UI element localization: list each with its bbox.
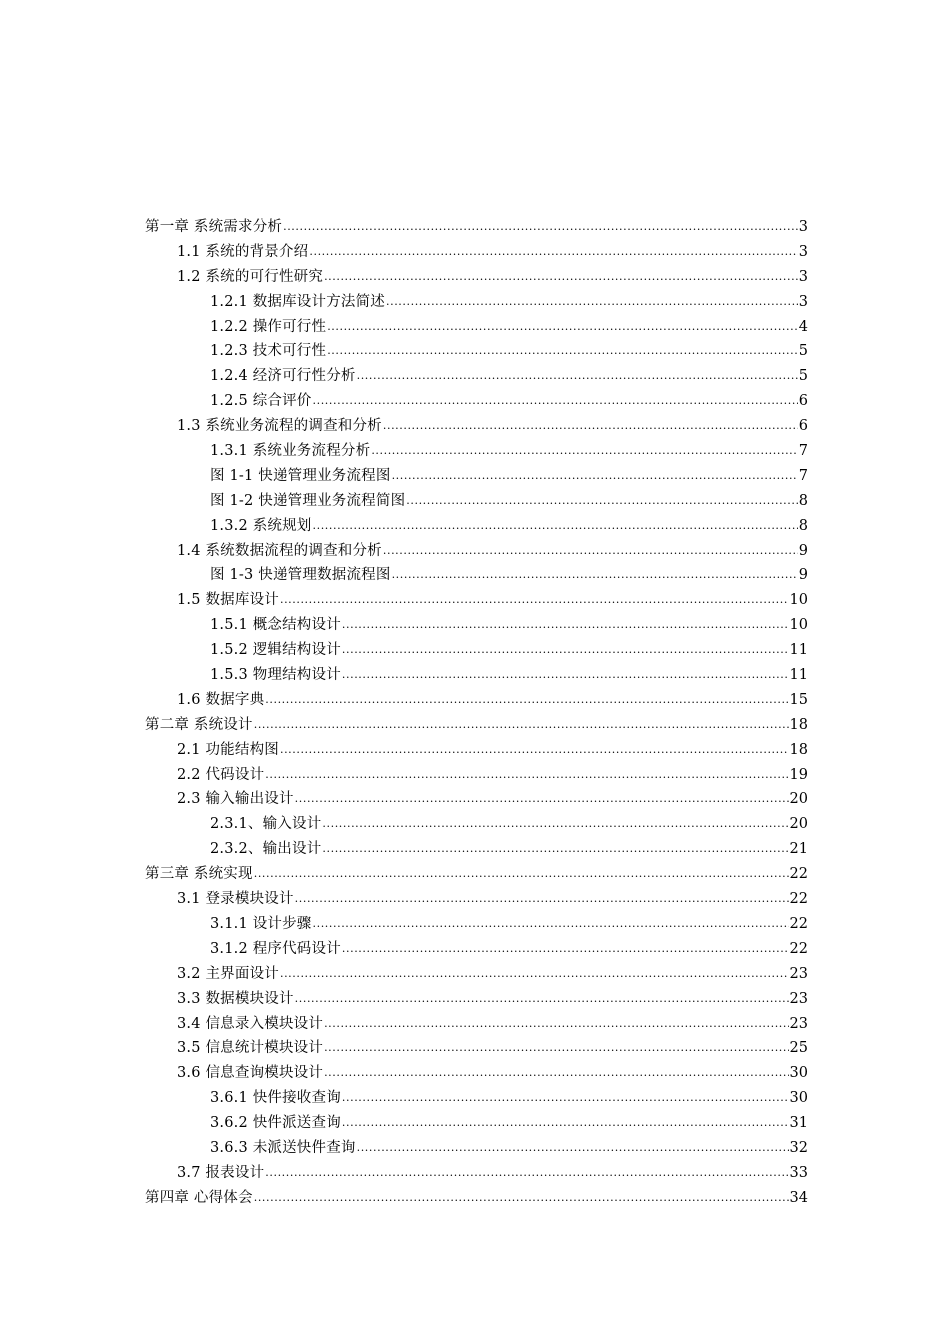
toc-entry[interactable]: [145, 439, 808, 464]
toc-entry-title: 3.1.2 程序代码设计: [210, 940, 341, 957]
toc-page-number: 10: [789, 617, 808, 634]
toc-entry[interactable]: [145, 638, 808, 663]
toc-entry-title: 3.6.2 快件派送查询: [210, 1115, 341, 1132]
toc-entry[interactable]: [145, 514, 808, 539]
toc-page-number: 6: [798, 418, 808, 435]
toc-dot-leader: [313, 912, 789, 937]
toc-entry-title: 2.2 代码设计: [177, 766, 265, 783]
toc-page-number: 10: [789, 592, 808, 609]
toc-dot-leader: [313, 514, 798, 539]
toc-entry-title: 1.6 数据字典: [177, 691, 265, 708]
toc-dot-leader: [309, 240, 797, 265]
toc-page-number: 8: [798, 492, 808, 509]
toc-entry-title: 1.2 系统的可行性研究: [177, 268, 324, 285]
toc-entry-title: 3.1.1 设计步骤: [210, 915, 312, 932]
toc-page-number: 22: [789, 940, 808, 957]
toc-entry[interactable]: [145, 489, 808, 514]
toc-entry-title: 第一章 系统需求分析: [145, 219, 283, 235]
toc-dot-leader: [406, 489, 797, 514]
table-of-contents: [145, 215, 808, 1211]
toc-entry[interactable]: [145, 1186, 808, 1211]
toc-entry-title: 1.3 系统业务流程的调查和分析: [177, 418, 382, 435]
toc-entry[interactable]: [145, 1061, 808, 1086]
toc-page-number: 18: [789, 741, 808, 758]
toc-entry-title: 2.3.2、输出设计: [210, 841, 322, 858]
toc-dot-leader: [265, 688, 788, 713]
toc-page-number: 3: [798, 219, 808, 235]
toc-dot-leader: [327, 339, 798, 364]
toc-dot-leader: [283, 215, 798, 240]
toc-page-number: 30: [789, 1090, 808, 1107]
toc-entry-title: 1.2.2 操作可行性: [210, 318, 327, 335]
toc-page-number: 20: [789, 816, 808, 833]
toc-entry[interactable]: [145, 663, 808, 688]
toc-page-number: 34: [789, 1189, 808, 1206]
toc-entry[interactable]: [145, 1161, 808, 1186]
toc-entry-title: 3.7 报表设计: [177, 1164, 265, 1181]
toc-page-number: 11: [789, 667, 808, 684]
toc-entry[interactable]: [145, 1086, 808, 1111]
toc-page-number: 22: [789, 915, 808, 932]
toc-dot-leader: [254, 1186, 789, 1211]
toc-dot-leader: [295, 787, 789, 812]
toc-entry[interactable]: [145, 713, 808, 738]
toc-entry[interactable]: [145, 389, 808, 414]
toc-entry[interactable]: [145, 414, 808, 439]
toc-dot-leader: [383, 414, 798, 439]
toc-entry[interactable]: [145, 812, 808, 837]
toc-page-number: 5: [798, 343, 808, 360]
toc-dot-leader: [357, 364, 798, 389]
toc-entry[interactable]: [145, 613, 808, 638]
toc-entry-title: 3.5 信息统计模块设计: [177, 1040, 324, 1057]
toc-dot-leader: [342, 1086, 789, 1111]
toc-dot-leader: [383, 539, 798, 564]
toc-page-number: 11: [789, 642, 808, 659]
toc-entry-title: 3.2 主界面设计: [177, 965, 279, 982]
toc-entry-title: 1.3.2 系统规划: [210, 517, 312, 534]
toc-page-number: 20: [789, 791, 808, 808]
toc-dot-leader: [342, 937, 789, 962]
toc-page-number: 21: [789, 841, 808, 858]
toc-entry[interactable]: [145, 464, 808, 489]
toc-entry-title: 1.5.3 物理结构设计: [210, 667, 341, 684]
toc-page-number: 23: [789, 965, 808, 982]
toc-page-number: 15: [789, 691, 808, 708]
toc-dot-leader: [322, 837, 788, 862]
toc-entry-title: 3.1 登录模块设计: [177, 891, 294, 908]
toc-dot-leader: [342, 663, 789, 688]
toc-entry[interactable]: [145, 962, 808, 987]
toc-page-number: 3: [798, 268, 808, 285]
toc-entry[interactable]: [145, 364, 808, 389]
toc-entry[interactable]: [145, 588, 808, 613]
toc-entry-title: 图 1-2 快递管理业务流程简图: [210, 492, 406, 509]
toc-page-number: 22: [789, 866, 808, 883]
toc-entry[interactable]: [145, 787, 808, 812]
toc-dot-leader: [265, 1161, 788, 1186]
toc-entry-title: 第三章 系统实现: [145, 866, 253, 883]
toc-dot-leader: [295, 987, 789, 1012]
toc-entry[interactable]: [145, 763, 808, 788]
toc-entry[interactable]: [145, 837, 808, 862]
toc-entry-title: 1.4 系统数据流程的调查和分析: [177, 542, 382, 559]
toc-entry-title: 3.6 信息查询模块设计: [177, 1065, 324, 1082]
toc-page-number: 8: [798, 517, 808, 534]
toc-entry[interactable]: [145, 339, 808, 364]
toc-page-number: 9: [798, 542, 808, 559]
toc-page-number: 3: [798, 243, 808, 260]
toc-page-number: 6: [798, 393, 808, 410]
toc-page-number: 9: [798, 567, 808, 584]
toc-page-number: 32: [789, 1139, 808, 1156]
toc-entry[interactable]: [145, 315, 808, 340]
toc-entry-title: 2.1 功能结构图: [177, 741, 279, 758]
toc-page-number: 33: [789, 1164, 808, 1181]
toc-entry[interactable]: [145, 265, 808, 290]
toc-entry[interactable]: [145, 1136, 808, 1161]
toc-page-number: 23: [789, 1015, 808, 1032]
toc-entry-title: 图 1-3 快递管理数据流程图: [210, 567, 391, 584]
toc-entry-title: 1.5.2 逻辑结构设计: [210, 642, 341, 659]
toc-dot-leader: [254, 713, 789, 738]
toc-page-number: 30: [789, 1065, 808, 1082]
toc-entry-title: 1.2.4 经济可行性分析: [210, 368, 356, 385]
toc-entry-title: 3.4 信息录入模块设计: [177, 1015, 324, 1032]
toc-entry-title: 3.3 数据模块设计: [177, 990, 294, 1007]
toc-dot-leader: [392, 464, 798, 489]
toc-entry-title: 1.2.1 数据库设计方法简述: [210, 293, 386, 310]
toc-entry[interactable]: [145, 539, 808, 564]
toc-entry-title: 1.3.1 系统业务流程分析: [210, 443, 371, 460]
toc-page-number: 7: [798, 467, 808, 484]
toc-page-number: 7: [798, 443, 808, 460]
toc-entry[interactable]: [145, 1111, 808, 1136]
toc-page-number: 25: [789, 1040, 808, 1057]
toc-dot-leader: [313, 389, 798, 414]
toc-entry[interactable]: [145, 987, 808, 1012]
toc-dot-leader: [357, 1136, 789, 1161]
toc-page-number: 22: [789, 891, 808, 908]
toc-entry-title: 2.3.1、输入设计: [210, 816, 322, 833]
toc-page-number: 4: [798, 318, 808, 335]
toc-entry-title: 3.6.1 快件接收查询: [210, 1090, 341, 1107]
toc-dot-leader: [295, 887, 789, 912]
toc-dot-leader: [392, 563, 798, 588]
toc-dot-leader: [324, 265, 798, 290]
toc-entry[interactable]: [145, 1012, 808, 1037]
toc-entry[interactable]: [145, 862, 808, 887]
toc-entry[interactable]: [145, 688, 808, 713]
toc-entry[interactable]: [145, 215, 808, 240]
toc-page-number: 3: [798, 293, 808, 310]
toc-dot-leader: [280, 962, 789, 987]
toc-entry[interactable]: [145, 937, 808, 962]
toc-entry-title: 3.6.3 未派送快件查询: [210, 1139, 356, 1156]
toc-entry-title: 1.2.3 技术可行性: [210, 343, 327, 360]
toc-entry-title: 图 1-1 快递管理业务流程图: [210, 467, 391, 484]
toc-dot-leader: [280, 738, 789, 763]
toc-entry-title: 1.1 系统的背景介绍: [177, 243, 309, 260]
toc-entry-title: 1.5.1 概念结构设计: [210, 617, 341, 634]
toc-dot-leader: [342, 638, 789, 663]
toc-entry[interactable]: [145, 563, 808, 588]
toc-page-number: 19: [789, 766, 808, 783]
toc-entry-title: 1.5 数据库设计: [177, 592, 279, 609]
toc-entry[interactable]: [145, 240, 808, 265]
toc-dot-leader: [322, 812, 788, 837]
toc-dot-leader: [371, 439, 797, 464]
toc-dot-leader: [265, 763, 788, 788]
toc-dot-leader: [342, 1111, 789, 1136]
toc-entry[interactable]: [145, 912, 808, 937]
toc-entry[interactable]: [145, 290, 808, 315]
toc-entry-title: 2.3 输入输出设计: [177, 791, 294, 808]
toc-entry[interactable]: [145, 738, 808, 763]
toc-dot-leader: [324, 1036, 788, 1061]
toc-dot-leader: [280, 588, 789, 613]
toc-page-number: 31: [789, 1115, 808, 1132]
toc-entry-title: 第四章 心得体会: [145, 1189, 253, 1206]
toc-entry[interactable]: [145, 887, 808, 912]
toc-dot-leader: [327, 315, 798, 340]
toc-dot-leader: [324, 1012, 788, 1037]
toc-page-number: 5: [798, 368, 808, 385]
toc-dot-leader: [342, 613, 789, 638]
toc-dot-leader: [324, 1061, 788, 1086]
toc-page-number: 18: [789, 716, 808, 733]
toc-entry[interactable]: [145, 1036, 808, 1061]
toc-dot-leader: [254, 862, 789, 887]
toc-entry-title: 第二章 系统设计: [145, 716, 253, 733]
toc-dot-leader: [386, 290, 798, 315]
toc-page-number: 23: [789, 990, 808, 1007]
toc-entry-title: 1.2.5 综合评价: [210, 393, 312, 410]
